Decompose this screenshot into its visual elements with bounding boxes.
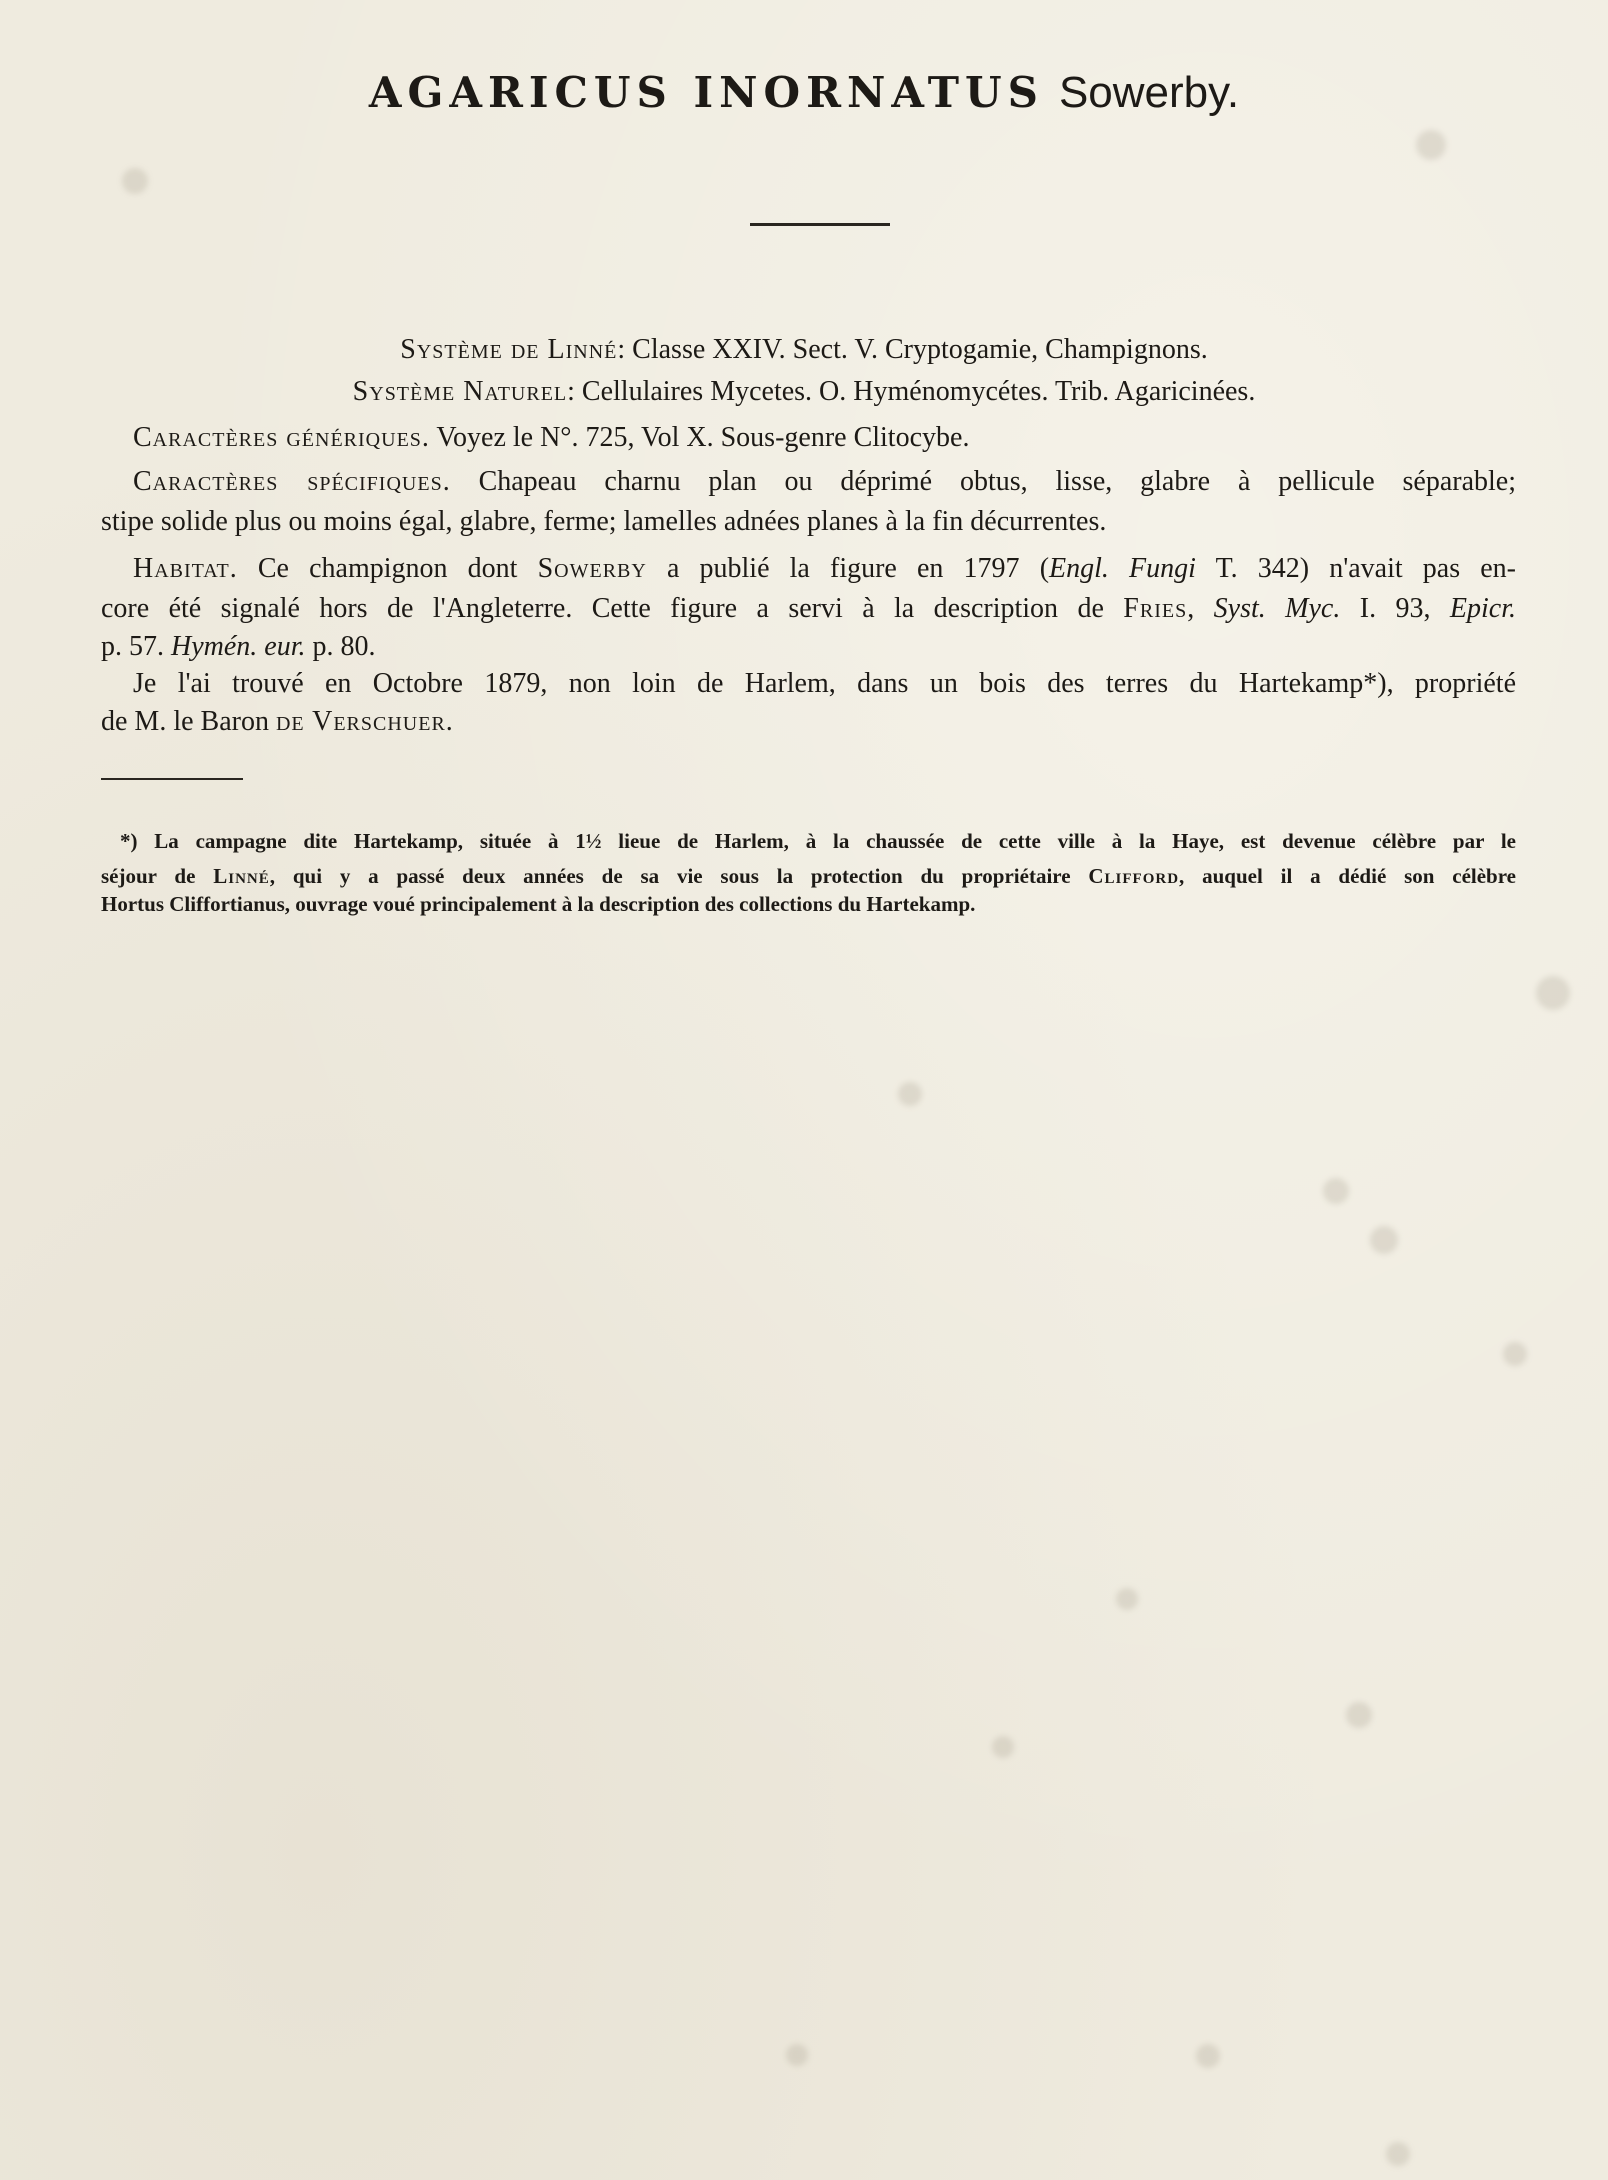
footnote-text: , auquel il a dédié son célèbre [1179, 864, 1516, 888]
found-text: de M. le Baron [101, 706, 276, 737]
ref-epicr: Epicr. [1449, 593, 1517, 624]
paper-spot [786, 2044, 808, 2066]
habitat-text: Ce champignon dont [237, 553, 538, 584]
owner-verschuer: de Verschuer. [275, 706, 454, 737]
habitat-text: I. 93, [1340, 593, 1450, 624]
page-title [0, 62, 1608, 123]
habitat-text: , [1187, 593, 1214, 624]
found-text: Je l'ai trouvé en Octobre 1879, non loin de Harlem, dans un bois des terres du Hartekamp*), propriété [133, 668, 1516, 699]
habitat-text: T. 342) n'avait pas en- [1195, 553, 1517, 584]
systeme-naturel-line [0, 372, 1608, 412]
title-author: Sowerby. [1058, 68, 1240, 117]
habitat-text: p. 80. [305, 631, 376, 662]
paper-spot [1503, 1342, 1527, 1366]
habitat-label: Habitat. [133, 553, 238, 584]
habitat-text: a publié la figure en 1797 ( [646, 553, 1050, 584]
footnote-rule [101, 778, 243, 780]
habitat-line-3 [101, 627, 376, 667]
title-species: AGARICUS INORNATUS [368, 68, 1044, 117]
footnote-line-3 [101, 888, 975, 921]
habitat-text: core été signalé hors de l'Angleterre. Cette figure a servi à la description de [101, 593, 1124, 624]
paper-spot [122, 168, 148, 194]
author-fries: Fries [1123, 593, 1188, 624]
systeme-linne-line [0, 330, 1608, 370]
systeme-linne-label: Système de Linné [400, 334, 618, 365]
paper-spot [1370, 1226, 1398, 1254]
caracteres-generiques-line [133, 418, 969, 458]
systeme-linne-text: : Classe XXIV. Sect. V. Cryptogamie, Champignons. [617, 334, 1208, 365]
caracteres-generiques-label: Caractères génériques. [133, 422, 430, 453]
paper-spot [898, 1082, 922, 1106]
caracteres-generiques-text: Voyez le N°. 725, Vol X. Sous-genre Clitocybe. [429, 422, 970, 453]
caracteres-specifiques-label: Caractères spécifiques. [133, 466, 451, 497]
footnote-text: , qui y a passé deux années de sa vie sous la protection du propriétaire [269, 864, 1089, 888]
footnote-linne: Linné [213, 864, 270, 888]
paper-spot [1196, 2044, 1220, 2068]
habitat-line-2 [101, 589, 1516, 629]
footnote-text: Hortus Cliffortianus, ouvrage voué principalement à la description des collections du Hartekamp. [101, 892, 976, 916]
habitat-text: p. 57. [101, 631, 171, 662]
paper-spot [1323, 1178, 1349, 1204]
ref-engl-fungi: Engl. Fungi [1049, 553, 1196, 584]
caracteres-specifiques-text-1: Chapeau charnu plan ou déprimé obtus, lisse, glabre à pellicule séparable; [450, 466, 1517, 497]
caracteres-specifiques-text-2: stipe solide plus ou moins égal, glabre, ferme; lamelles adnées planes à la fin décurrentes. [101, 506, 1107, 537]
paper-spot [1346, 1702, 1372, 1728]
habitat-line-1 [133, 549, 1516, 589]
found-line-2 [101, 702, 454, 742]
found-line-1 [133, 664, 1516, 704]
caracteres-specifiques-line-2 [101, 502, 1106, 542]
paper-spot [992, 1736, 1014, 1758]
paper-spot [1416, 130, 1446, 160]
title-rule [750, 223, 890, 226]
footnote-text: séjour de [101, 864, 214, 888]
ref-hymen-eur: Hymén. eur. [171, 631, 306, 662]
paper-spot [1386, 2142, 1410, 2166]
caracteres-specifiques-line-1 [133, 462, 1516, 502]
footnote-text: *) La campagne dite Hartekamp, située à 1½ lieue de Harlem, à la chaussée de cette ville à la Haye, est devenue célèbre par le [120, 829, 1516, 853]
ref-syst-myc: Syst. Myc. [1213, 593, 1341, 624]
paper-spot [1116, 1588, 1138, 1610]
author-sowerby: Sowerby [537, 553, 647, 584]
paper-spot [1536, 976, 1570, 1010]
systeme-naturel-label: Système Naturel [352, 376, 568, 407]
footnote-clifford: Clifford [1088, 864, 1180, 888]
systeme-naturel-text: : Cellulaires Mycetes. O. Hyménomycétes. Trib. Agaricinées. [567, 376, 1256, 407]
footnote-line-1 [120, 825, 1516, 858]
